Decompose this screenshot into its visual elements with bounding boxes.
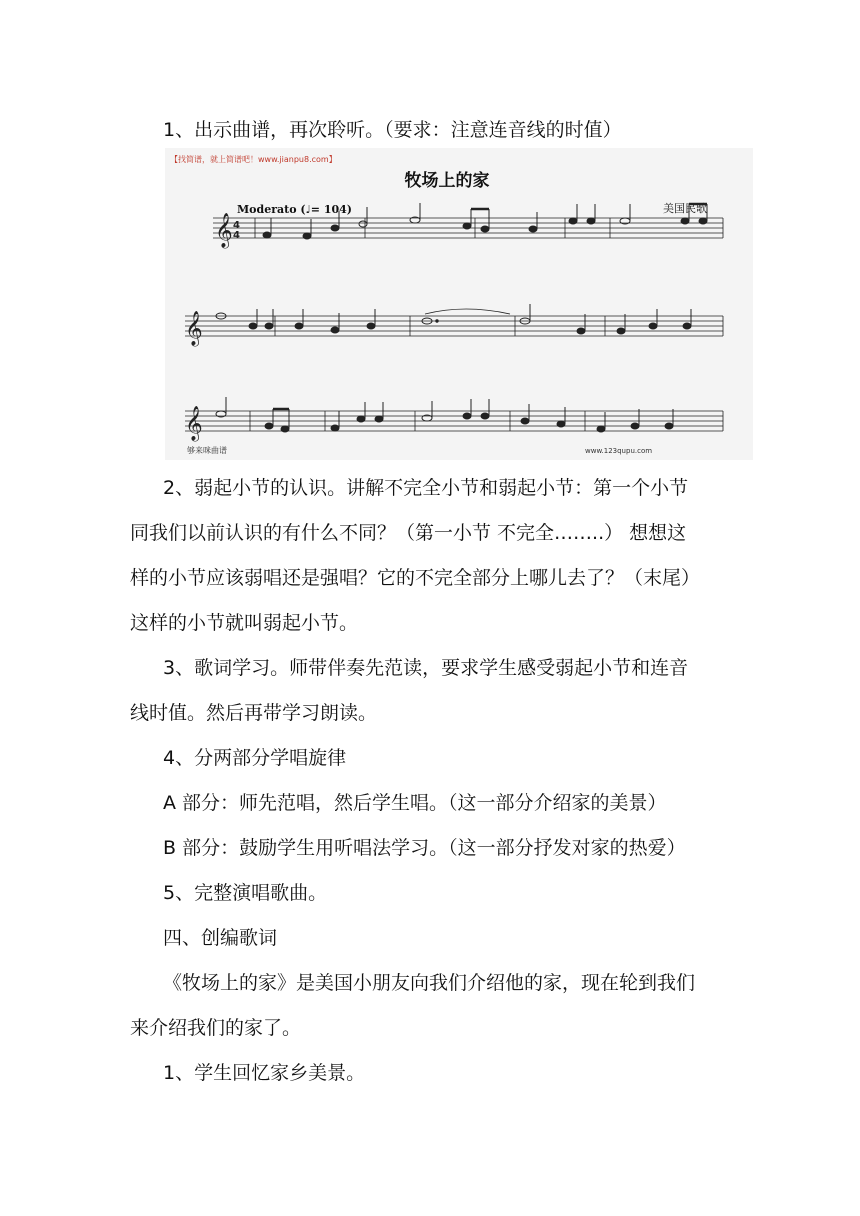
score-watermark-bottom-left: 够来咪曲谱 (187, 446, 227, 455)
step3-line-1: 3、歌词学习。师带伴奏先范读，要求学生感受弱起小节和连音 (163, 657, 689, 679)
step2-line-4: 这样的小节就叫弱起小节。 (130, 612, 359, 634)
score-origin: 美国民歌 (663, 202, 707, 215)
score-watermark-top: 【找简谱，就上简谱吧！www.jianpu8.com】 (170, 155, 337, 164)
part-a-text: A 部分：师先范唱，然后学生唱。（这一部分介绍家的美景） (163, 792, 667, 814)
sub1-text: 1、学生回忆家乡美景。 (163, 1062, 366, 1084)
time-signature-denominator: 4 (233, 230, 240, 241)
part-b-text: B 部分：鼓励学生用听唱法学习。（这一部分抒发对家的热爱） (163, 837, 686, 859)
staff-3-notes (216, 397, 673, 432)
step2-line-2: 同我们以前认识的有什么不同？（第一小节 不完全……..） 想想这 (130, 522, 687, 544)
intro-line-1: 《牧场上的家》是美国小朋友向我们介绍他的家，现在轮到我们 (163, 972, 696, 994)
treble-clef-icon: 𝄞 (185, 311, 203, 346)
step1-text: 1、出示曲谱，再次聆听。（要求：注意连音线的时值） (163, 119, 622, 141)
treble-clef-icon: 𝄞 (215, 213, 233, 248)
step2-line-3: 样的小节应该弱唱还是强唱？它的不完全部分上哪儿去了？（末尾） (130, 567, 701, 589)
step2-line-1: 2、弱起小节的认识。讲解不完全小节和弱起小节：第一个小节 (163, 477, 689, 499)
intro-line-2: 来介绍我们的家了。 (130, 1017, 302, 1039)
staff-2 (185, 309, 723, 336)
score-title: 牧场上的家 (404, 171, 490, 191)
score-watermark-bottom-right: www.123qupu.com (585, 447, 653, 455)
step4-text: 4、分两部分学唱旋律 (163, 747, 347, 769)
section-heading: 四、创编歌词 (163, 927, 278, 949)
score-tempo: Moderato (♩= 104) (237, 203, 352, 216)
step5-text: 5、完整演唱歌曲。 (163, 882, 328, 904)
staff-2-notes (216, 304, 691, 334)
sheet-music-image (165, 148, 753, 460)
treble-clef-icon: 𝄞 (185, 406, 203, 441)
time-signature-numerator: 4 (233, 220, 240, 231)
step3-line-2: 线时值。然后再带学习朗读。 (130, 702, 378, 724)
